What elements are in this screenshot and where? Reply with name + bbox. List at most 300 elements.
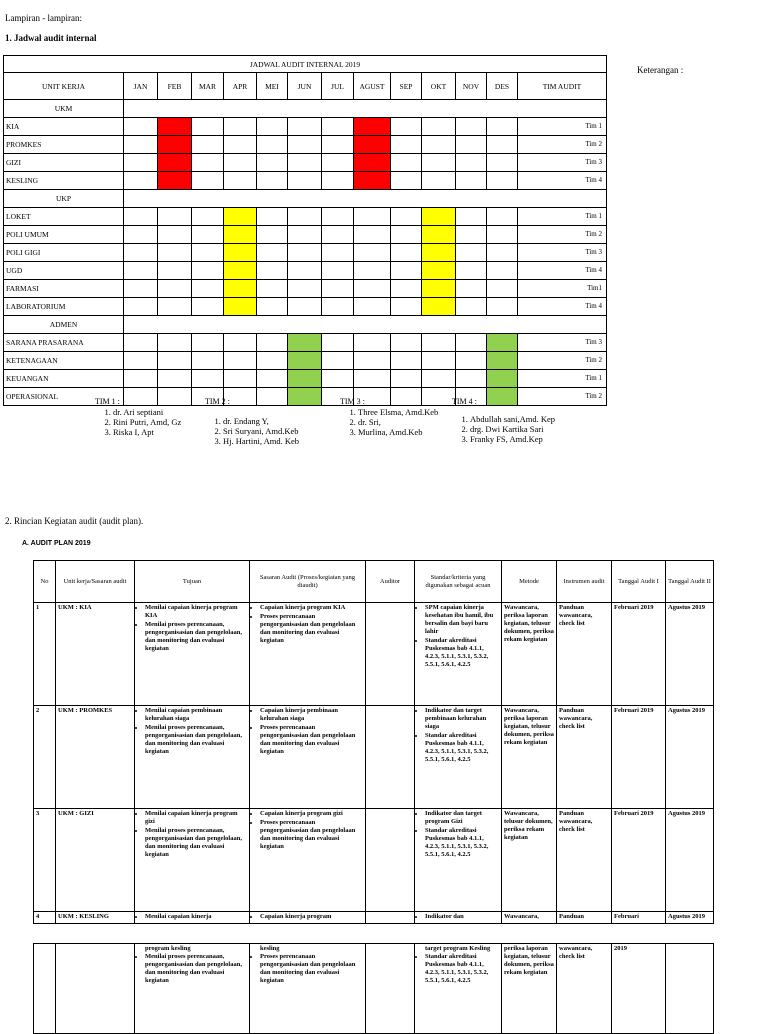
month-cell: [422, 370, 456, 388]
cell-tanggal-1: Februari: [612, 912, 666, 924]
unit-cell: PROMKES: [4, 136, 124, 154]
team-4: [452, 397, 582, 444]
month-cell: [224, 262, 257, 280]
table-row: [4, 298, 607, 316]
standar-item: • Standar akreditasi Puskesmas bab 4.1.1, 4.2.3, 5.1.1, 5.3.1, 5.3.2, 5.5.1, 5.6.1, 4.2.5: [425, 953, 499, 985]
month-cell: [354, 298, 391, 316]
month-cell: [224, 298, 257, 316]
month-cell: [456, 118, 487, 136]
month-cell: [192, 172, 224, 190]
team-member: 2. Sri Suryani, Amd.Keb: [223, 426, 335, 436]
month-header: MAR: [192, 73, 224, 100]
tujuan-text: program kesling: [145, 945, 191, 952]
month-header: AGUST: [354, 73, 391, 100]
month-cell: [158, 280, 192, 298]
month-cell: [456, 244, 487, 262]
intro-text: Lampiran - lampiran:: [5, 13, 82, 23]
month-cell: [391, 226, 422, 244]
unit-cell: KEUANGAN: [4, 370, 124, 388]
month-cell: [391, 208, 422, 226]
month-cell: [158, 262, 192, 280]
month-cell: [124, 244, 158, 262]
month-cell: [422, 154, 456, 172]
month-cell: [224, 244, 257, 262]
month-cell: [354, 172, 391, 190]
table-row: [4, 136, 607, 154]
month-cell: [422, 352, 456, 370]
cell-tanggal-2: Agustus 2019: [666, 603, 714, 706]
table-row: [4, 334, 607, 352]
table-row: [4, 118, 607, 136]
month-cell: [257, 226, 288, 244]
table-row: [4, 280, 607, 298]
team-member: 3. Murlina, Amd.Keb: [358, 427, 450, 437]
team-3-members: [340, 407, 450, 437]
month-cell: [354, 334, 391, 352]
month-cell: [487, 208, 518, 226]
cell-tujuan: [135, 809, 250, 912]
month-cell: [354, 244, 391, 262]
table-row: [34, 603, 714, 706]
month-cell: [192, 244, 224, 262]
month-cell: [354, 136, 391, 154]
group-row: [4, 316, 607, 334]
cell-standar-list: [417, 604, 499, 669]
tim-cell: Tim 3: [518, 244, 607, 262]
list-item: • Standar akreditasi Puskesmas bab 4.1.1, 4.2.3, 5.1.1, 5.3.1, 5.3.2, 5.5.1, 5.6.1, 4.2.5: [425, 827, 499, 859]
team-member: 3. Riska I, Apt: [113, 427, 205, 437]
month-cell: [192, 208, 224, 226]
list-item: • Indikator dan target pembinaan kelurahan siaga: [425, 707, 499, 731]
month-header: SEP: [391, 73, 422, 100]
month-cell: [391, 244, 422, 262]
month-cell: [257, 208, 288, 226]
group-label: ADMEN: [4, 316, 124, 334]
month-cell: [288, 334, 322, 352]
month-cell: [391, 118, 422, 136]
cell-tujuan: [135, 603, 250, 706]
month-cell: [124, 370, 158, 388]
month-cell: [224, 154, 257, 172]
cell-sasaran-list: [252, 707, 363, 756]
tim-cell: Tim 2: [518, 136, 607, 154]
tim-cell: Tim 1: [518, 118, 607, 136]
list-item: • Menilai proses perencanaan, pengorganisasian dan pengelolaan, dan monitoring dan evaluasi kegiatan: [145, 827, 247, 859]
list-item: • Standar akreditasi Puskesmas bab 4.1.1, 4.2.3, 5.1.1, 5.3.1, 5.3.2, 5.5.1, 5.6.1, 4.2.5: [425, 732, 499, 764]
month-cell: [456, 208, 487, 226]
month-cell: [354, 226, 391, 244]
table-row: [4, 208, 607, 226]
month-cell: [257, 244, 288, 262]
month-cell: [456, 334, 487, 352]
header-metode: Metode: [502, 561, 557, 603]
table-row: [34, 944, 714, 1034]
list-item: • Capaian kinerja program KIA: [260, 604, 363, 612]
month-cell: [456, 226, 487, 244]
month-cell: [124, 136, 158, 154]
month-cell: [288, 298, 322, 316]
cell-unit: UKM : KIA: [56, 603, 135, 706]
cell-standar-list: [417, 913, 499, 921]
month-cell: [224, 226, 257, 244]
month-cell: [487, 262, 518, 280]
month-cell: [124, 208, 158, 226]
tim-cell: Tim 3: [518, 334, 607, 352]
month-cell: [257, 136, 288, 154]
tim-header: TIM AUDIT: [518, 73, 607, 100]
month-cell: [322, 298, 354, 316]
month-cell: [224, 352, 257, 370]
unit-cell: SARANA PRASARANA: [4, 334, 124, 352]
month-cell: [192, 118, 224, 136]
cell-tanggal-1: 2019: [612, 944, 666, 1034]
month-header: JUL: [322, 73, 354, 100]
month-cell: [124, 298, 158, 316]
table-row: [4, 172, 607, 190]
month-cell: [158, 244, 192, 262]
month-cell: [322, 208, 354, 226]
cell-no: [34, 944, 56, 1034]
tim-cell: Tim 2: [518, 388, 607, 406]
list-item: • Standar akreditasi Puskesmas bab 4.1.1, 4.2.3, 5.1.1, 5.3.1, 5.3.2, 5.5.1, 5.6.1, 4.2.5: [425, 637, 499, 669]
month-cell: [124, 172, 158, 190]
tim-cell: Tim 4: [518, 172, 607, 190]
month-cell: [422, 244, 456, 262]
month-cell: [322, 154, 354, 172]
table-row: [4, 262, 607, 280]
month-cell: [257, 118, 288, 136]
plan-header-row: [34, 561, 714, 603]
month-cell: [456, 280, 487, 298]
standar-text: target program Kesling: [425, 945, 491, 952]
team-member: 2. dr. Sri,: [358, 417, 450, 427]
header-unit: Unit kerja/Sasaran audit: [56, 561, 135, 603]
month-cell: [288, 370, 322, 388]
table-row: [4, 226, 607, 244]
tim-cell: Tim 1: [518, 370, 607, 388]
cell-tanggal-1: Februari 2019: [612, 603, 666, 706]
cell-tujuan: [135, 944, 250, 1034]
month-cell: [391, 352, 422, 370]
list-item: • Capaian kinerja pembinaan kelurahan siaga: [260, 707, 363, 723]
cell-sasaran-list: [252, 604, 363, 645]
month-cell: [124, 280, 158, 298]
cell-metode: periksa laporan kegiatan, telusur dokumen, periksa rekam kegiatan: [502, 944, 557, 1034]
tujuan-item: • Menilai proses perencanaan, pengorganisasian dan pengelolaan, dan monitoring dan evaluasi kegiatan: [145, 953, 247, 985]
month-cell: [192, 334, 224, 352]
month-cell: [456, 172, 487, 190]
list-item: • Indikator dan target program Gizi: [425, 810, 499, 826]
month-cell: [391, 136, 422, 154]
cell-auditor: [366, 706, 415, 809]
cell-no: 1: [34, 603, 56, 706]
tim-cell: Tim1: [518, 280, 607, 298]
month-cell: [422, 208, 456, 226]
list-item: • SPM capaian kinerja kesehatan ibu hamil, ibu bersalin dan bayi baru lahir: [425, 604, 499, 636]
month-cell: [158, 226, 192, 244]
team-member: 3. Hj. Hartini, Amd. Keb: [223, 436, 335, 446]
cell-sasaran: [250, 944, 366, 1034]
cell-sasaran: [250, 706, 366, 809]
month-cell: [224, 208, 257, 226]
cell-tanggal-2: Agustus 2019: [666, 809, 714, 912]
month-cell: [288, 226, 322, 244]
table-row: [4, 244, 607, 262]
month-cell: [288, 280, 322, 298]
cell-metode: Wawancara,: [502, 912, 557, 924]
team-member: 2. Rini Putri, Amd, Gz: [113, 417, 205, 427]
keterangan-label: Keterangan :: [637, 65, 684, 75]
month-cell: [192, 280, 224, 298]
month-header: NOV: [456, 73, 487, 100]
month-cell: [158, 172, 192, 190]
team-2-label: TIM 2 :: [205, 397, 230, 406]
cell-tujuan-list: [137, 707, 247, 756]
team-1-members: [95, 407, 205, 437]
cell-tanggal-2: [666, 944, 714, 1034]
month-cell: [391, 172, 422, 190]
month-cell: [192, 136, 224, 154]
cell-metode: Wawancara, periksa laporan kegiatan, telusur dokumen, periksa rekam kegiatan: [502, 706, 557, 809]
cell-instrumen: Panduan wawancara, check list: [557, 603, 612, 706]
cell-metode: Wawancara, telusur dokumen, periksa rekam kegiatan: [502, 809, 557, 912]
month-cell: [288, 136, 322, 154]
cell-instrumen: wawancara, check list: [557, 944, 612, 1034]
month-cell: [322, 244, 354, 262]
cell-unit: UKM : GIZI: [56, 809, 135, 912]
month-cell: [224, 280, 257, 298]
month-cell: [192, 298, 224, 316]
table-row: [4, 370, 607, 388]
list-item: • Menilai capaian kinerja program KIA: [145, 604, 247, 620]
month-cell: [224, 136, 257, 154]
month-cell: [257, 154, 288, 172]
schedule-title-row: [4, 56, 607, 73]
team-3: [340, 397, 450, 437]
cell-tujuan-list: [137, 604, 247, 653]
month-cell: [487, 280, 518, 298]
month-cell: [288, 154, 322, 172]
month-cell: [288, 118, 322, 136]
tim-cell: Tim 1: [518, 208, 607, 226]
month-cell: [288, 244, 322, 262]
cell-tanggal-2: Agustus 2019: [666, 706, 714, 809]
month-cell: [322, 280, 354, 298]
cell-auditor: [366, 944, 415, 1034]
month-cell: [192, 370, 224, 388]
month-cell: [124, 154, 158, 172]
team-4-label: TIM 4 :: [452, 397, 477, 406]
cell-no: 2: [34, 706, 56, 809]
month-cell: [322, 370, 354, 388]
table-row: [34, 706, 714, 809]
header-auditor: Auditor: [366, 561, 415, 603]
list-item: • Menilai capaian kinerja: [145, 913, 247, 921]
unit-cell: POLI GIGI: [4, 244, 124, 262]
month-cell: [192, 226, 224, 244]
audit-plan-table: [33, 560, 714, 924]
tim-cell: Tim 2: [518, 226, 607, 244]
header-sasaran: Sasaran Audit (Proses/kegiatan yang diaudit): [250, 561, 366, 603]
table-row: [34, 809, 714, 912]
month-cell: [422, 280, 456, 298]
month-cell: [322, 136, 354, 154]
unit-cell: UGD: [4, 262, 124, 280]
cell-tujuan-list: [137, 913, 247, 921]
month-cell: [456, 370, 487, 388]
month-cell: [322, 352, 354, 370]
cell-standar-list: [417, 810, 499, 859]
month-cell: [192, 352, 224, 370]
month-cell: [354, 352, 391, 370]
team-member: 1. Three Elsma, Amd.Keb: [358, 407, 450, 417]
cell-standar: [415, 809, 502, 912]
month-cell: [288, 262, 322, 280]
team-3-label: TIM 3 :: [340, 397, 365, 406]
month-cell: [322, 334, 354, 352]
cell-instrumen: Panduan wawancara, check list: [557, 809, 612, 912]
month-cell: [288, 352, 322, 370]
list-item: • Proses perencanaan pengorganisasian dan pengelolaan dan monitoring dan evaluasi kegiatan: [260, 819, 363, 851]
month-cell: [487, 334, 518, 352]
month-cell: [322, 226, 354, 244]
month-cell: [422, 298, 456, 316]
month-cell: [487, 244, 518, 262]
month-cell: [487, 154, 518, 172]
cell-standar: [415, 912, 502, 924]
group-label: UKM: [4, 100, 124, 118]
header-tanggal-1: Tanggal Audit I: [612, 561, 666, 603]
unit-cell: FARMASI: [4, 280, 124, 298]
month-cell: [158, 118, 192, 136]
cell-tanggal-1: Februari 2019: [612, 809, 666, 912]
cell-auditor: [366, 603, 415, 706]
cell-instrumen: Panduan wawancara, check list: [557, 706, 612, 809]
audit-schedule-table: [3, 55, 607, 406]
cell-standar: [415, 603, 502, 706]
month-cell: [487, 352, 518, 370]
month-cell: [422, 262, 456, 280]
group-row-filler: [124, 100, 607, 118]
unit-cell: KETENAGAAN: [4, 352, 124, 370]
cell-no: 3: [34, 809, 56, 912]
month-cell: [158, 298, 192, 316]
month-cell: [158, 154, 192, 172]
cell-instrumen: Panduan: [557, 912, 612, 924]
cell-sasaran-list: [252, 913, 363, 921]
table-row: [4, 352, 607, 370]
unit-header: UNIT KERJA: [4, 73, 124, 100]
cell-auditor: [366, 912, 415, 924]
team-member: 2. drg. Dwi Kartika Sari: [470, 424, 582, 434]
cell-sasaran-list: [252, 810, 363, 851]
month-cell: [354, 154, 391, 172]
schedule-header-row: [4, 73, 607, 100]
month-cell: [288, 172, 322, 190]
team-member: 1. dr. Endang Y,: [223, 416, 335, 426]
header-tujuan: Tujuan: [135, 561, 250, 603]
month-cell: [158, 352, 192, 370]
month-cell: [422, 226, 456, 244]
team-member: 1. dr. Ari septiani: [113, 407, 205, 417]
cell-tanggal-2: Agustus 2019: [666, 912, 714, 924]
unit-cell: LOKET: [4, 208, 124, 226]
month-cell: [124, 118, 158, 136]
month-cell: [456, 352, 487, 370]
team-4-members: [452, 414, 582, 444]
month-cell: [391, 334, 422, 352]
month-cell: [391, 262, 422, 280]
list-item: • Menilai proses perencanaan, pengorganisasian dan pengelolaan, dan monitoring dan evaluasi kegiatan: [145, 621, 247, 653]
table-row: [4, 154, 607, 172]
month-cell: [124, 262, 158, 280]
team-2: [205, 397, 335, 446]
list-item: • Proses perencanaan pengorganisasian dan pengelolaan dan monitoring dan evaluasi kegiatan: [260, 724, 363, 756]
group-row-filler: [124, 190, 607, 208]
list-item: • Proses perencanaan pengorganisasian dan pengelolaan dan monitoring dan evaluasi kegiatan: [260, 613, 363, 645]
list-item: • Menilai capaian kinerja program gizi: [145, 810, 247, 826]
tim-cell: Tim 3: [518, 154, 607, 172]
cell-tujuan-list: [137, 810, 247, 859]
month-header: FEB: [158, 73, 192, 100]
month-cell: [257, 280, 288, 298]
header-standar: Standar/kriteria yang digunakan sebagai acuan: [415, 561, 502, 603]
unit-cell: GIZI: [4, 154, 124, 172]
month-cell: [391, 370, 422, 388]
month-cell: [391, 154, 422, 172]
table-row: [34, 912, 714, 924]
month-header: DES: [487, 73, 518, 100]
tim-cell: Tim 4: [518, 262, 607, 280]
month-cell: [456, 298, 487, 316]
header-no: No: [34, 561, 56, 603]
month-cell: [288, 208, 322, 226]
header-instrumen: Instrumen audit: [557, 561, 612, 603]
month-cell: [487, 136, 518, 154]
month-header: JAN: [124, 73, 158, 100]
month-cell: [224, 370, 257, 388]
section2-heading: 2. Rincian Kegiatan audit (audit plan).: [5, 516, 144, 526]
cell-no: 4: [34, 912, 56, 924]
month-header: JUN: [288, 73, 322, 100]
month-cell: [257, 334, 288, 352]
cell-unit: UKM : PROMKES: [56, 706, 135, 809]
list-item: • Capaian kinerja program gizi: [260, 810, 363, 818]
month-cell: [456, 262, 487, 280]
team-member: 3. Franky FS, Amd.Kep: [470, 434, 582, 444]
team-1-label: TIM 1 :: [95, 397, 120, 406]
audit-plan-table-continued: [33, 943, 714, 1034]
month-cell: [354, 280, 391, 298]
sasaran-text: kesling: [260, 945, 280, 952]
month-cell: [456, 136, 487, 154]
month-cell: [192, 154, 224, 172]
month-cell: [158, 208, 192, 226]
month-cell: [158, 370, 192, 388]
month-cell: [322, 172, 354, 190]
month-cell: [354, 208, 391, 226]
audit-plan-heading: A. AUDIT PLAN 2019: [22, 540, 91, 547]
month-cell: [487, 298, 518, 316]
unit-cell: KESLING: [4, 172, 124, 190]
cell-unit: [56, 944, 135, 1034]
cell-sasaran: [250, 912, 366, 924]
cell-standar: [415, 944, 502, 1034]
cell-standar-list: [417, 707, 499, 764]
month-cell: [257, 298, 288, 316]
month-cell: [124, 226, 158, 244]
month-cell: [422, 118, 456, 136]
